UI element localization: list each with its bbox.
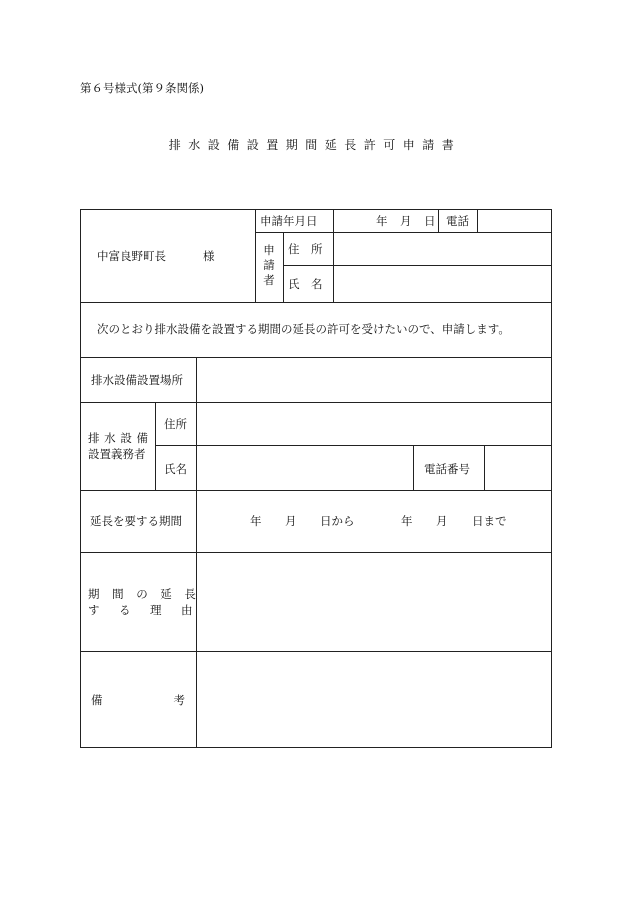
obligor-label-line1: 排 水 設 備 bbox=[88, 431, 148, 445]
date-month-unit: 月 bbox=[400, 214, 412, 228]
phone-label: 電話 bbox=[446, 214, 469, 228]
remarks-label: 備考 bbox=[91, 693, 256, 707]
period-label: 延長を要する期間 bbox=[90, 514, 182, 528]
obligor-name-label: 氏名 bbox=[164, 462, 187, 476]
obligor-label-line2: 設置義務者 bbox=[88, 447, 146, 461]
period-to-day-unit: 日まで bbox=[472, 514, 507, 528]
date-year-unit: 年 bbox=[376, 214, 388, 228]
period-to-month-unit: 月 bbox=[436, 514, 448, 528]
honorific: 様 bbox=[203, 249, 215, 263]
form-title: 排水設備設置期間延長許可申請書 bbox=[168, 138, 462, 152]
period-to-year-unit: 年 bbox=[401, 514, 413, 528]
applicant-name-label: 氏 名 bbox=[288, 277, 323, 291]
application-date-label: 申請年月日 bbox=[260, 214, 318, 228]
addressee: 中富良野町長 bbox=[97, 249, 166, 263]
form-number: 第６号様式(第９条関係) bbox=[80, 81, 204, 95]
statement: 次のとおり排水設備を設置する期間の延長の許可を受けたいので、申請します。 bbox=[97, 322, 510, 336]
reason-label-line1: 期間の延長 bbox=[88, 587, 209, 601]
location-label: 排水設備設置場所 bbox=[91, 373, 183, 387]
obligor-address-label: 住所 bbox=[164, 417, 187, 431]
reason-label-line2: する理由 bbox=[88, 603, 212, 617]
period-from-year-unit: 年 bbox=[250, 514, 262, 528]
period-from-month-unit: 月 bbox=[285, 514, 297, 528]
phone-number-label: 電話番号 bbox=[424, 462, 470, 476]
applicant-address-label: 住 所 bbox=[288, 242, 323, 256]
date-day-unit: 日 bbox=[424, 214, 436, 228]
applicant-label: 申 請 者 bbox=[263, 243, 275, 287]
period-from-day-unit: 日から bbox=[320, 514, 355, 528]
